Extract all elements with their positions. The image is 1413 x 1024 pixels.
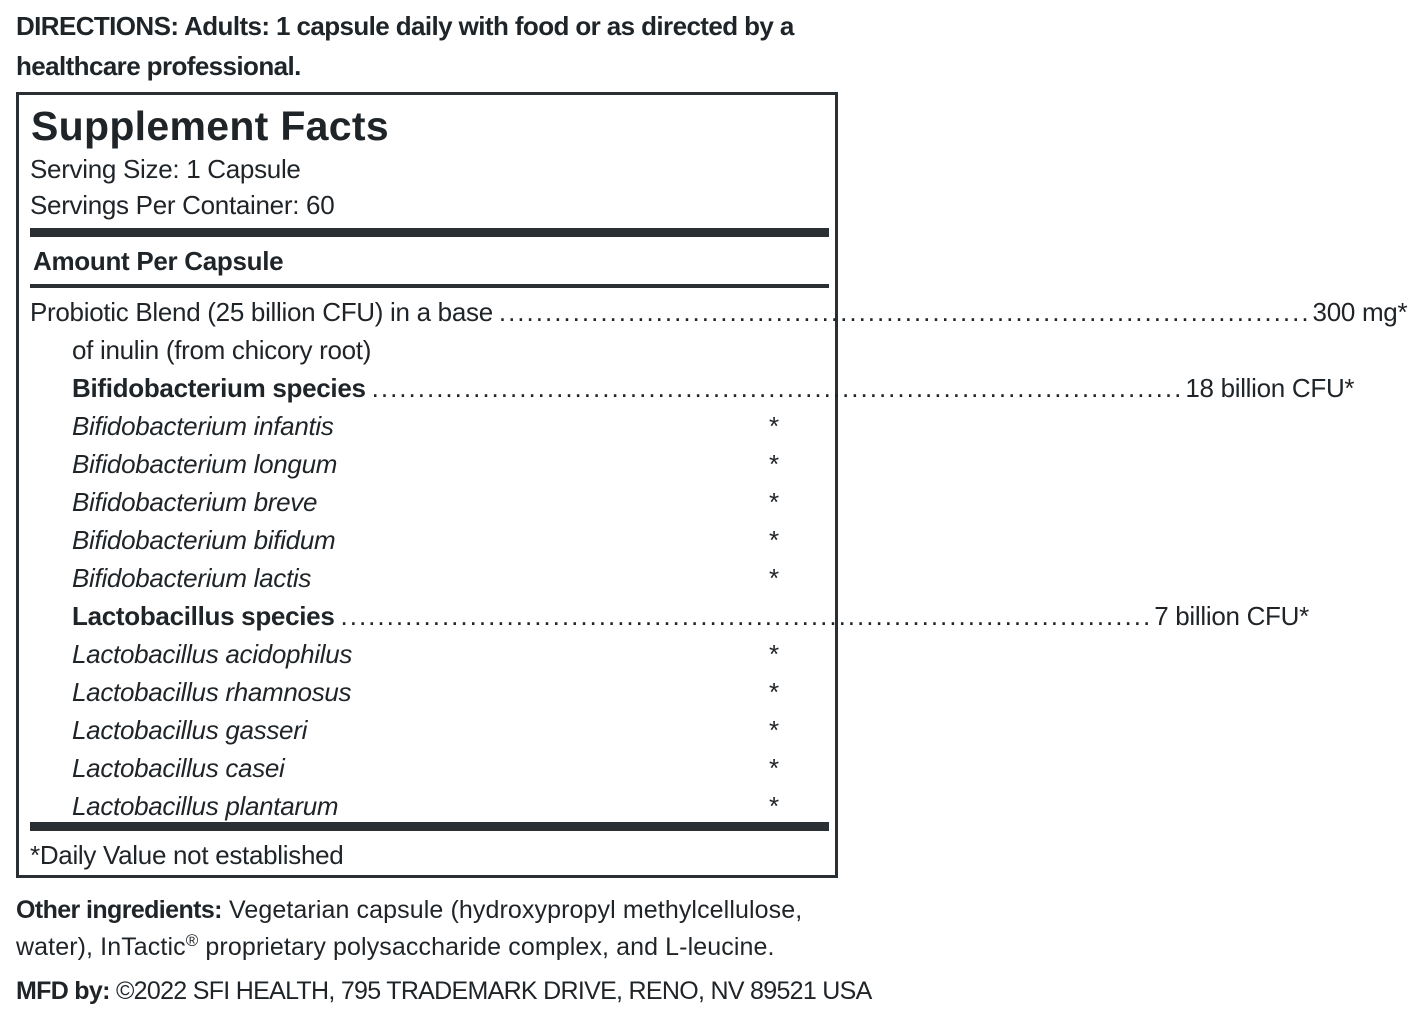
strain-name: Lactobacillus gasseri — [72, 715, 308, 745]
blend-continuation: of inulin (from chicory root) — [72, 335, 372, 365]
registered-mark: ® — [185, 931, 199, 950]
serving-size: Serving Size: 1 Capsule — [30, 154, 301, 184]
manufacturer — [16, 972, 886, 1010]
manufacturer-label: MFD by: — [16, 977, 110, 1005]
other-ingredients-text-a: Vegetarian capsule (hydroxypropyl methylcellulose, water), InTactic — [16, 896, 803, 961]
strain-row — [72, 635, 829, 673]
strain-name: Lactobacillus casei — [72, 753, 285, 783]
strain-name: Bifidobacterium infantis — [72, 411, 334, 441]
strain-star: * — [769, 411, 779, 441]
blend-row — [30, 293, 1408, 331]
directions-label: DIRECTIONS: — [16, 11, 179, 41]
strain-row — [72, 711, 829, 749]
group-star: * — [1299, 601, 1309, 631]
strain-star: * — [769, 639, 779, 669]
strain-name: Bifidobacterium longum — [72, 449, 338, 479]
strain-star: * — [769, 715, 779, 745]
strain-row — [72, 787, 829, 825]
strain-row — [72, 749, 829, 787]
other-ingredients — [16, 892, 886, 966]
group-star: * — [1344, 373, 1355, 403]
strain-row — [72, 521, 829, 559]
group-amount: 7 billion CFU — [1154, 601, 1300, 631]
group-name: Lactobacillus species — [72, 601, 335, 631]
strain-name: Lactobacillus rhamnosus — [72, 677, 352, 707]
servings-per-container: Servings Per Container: 60 — [30, 190, 335, 220]
strain-star: * — [769, 753, 779, 783]
strain-star: * — [769, 677, 779, 707]
directions — [16, 6, 876, 86]
strain-name: Bifidobacterium breve — [72, 487, 318, 517]
strain-row — [72, 483, 829, 521]
strain-star: * — [769, 791, 779, 821]
thin-divider — [30, 284, 829, 288]
strain-star: * — [769, 449, 779, 479]
blend-name: Probiotic Blend (25 billion CFU) in a base — [30, 297, 493, 327]
strain-star: * — [769, 525, 779, 555]
panel-title: Supplement Facts — [31, 103, 389, 149]
strain-row — [72, 445, 829, 483]
thick-divider — [30, 822, 829, 831]
blend-continuation-row — [72, 331, 829, 369]
strain-name: Bifidobacterium lactis — [72, 563, 312, 593]
strain-star: * — [769, 487, 779, 517]
strain-name: Bifidobacterium bifidum — [72, 525, 336, 555]
group-row-bifidobacterium — [72, 369, 1355, 407]
other-ingredients-label: Other ingredients: — [16, 896, 222, 924]
strain-name: Lactobacillus acidophilus — [72, 639, 353, 669]
strain-row — [72, 407, 829, 445]
directions-text: Adults: 1 capsule daily with food or as directed by a healthcare professional. — [16, 11, 794, 81]
amount-header: Amount Per Capsule — [33, 246, 284, 276]
thick-divider — [30, 228, 829, 237]
group-name: Bifidobacterium species — [72, 373, 366, 403]
strain-name: Lactobacillus plantarum — [72, 791, 339, 821]
leader-dots: ........................................................................................ — [340, 601, 1153, 631]
strain-row — [72, 559, 829, 597]
group-row-lactobacillus — [72, 597, 1309, 635]
leader-dots: ........................................................................................ — [371, 373, 1184, 403]
blend-star: * — [1397, 297, 1408, 327]
strain-star: * — [769, 563, 779, 593]
other-ingredients-text-b: proprietary polysaccharide complex, and L-leucine. — [205, 933, 775, 961]
group-amount: 18 billion CFU — [1185, 373, 1345, 403]
footnote: *Daily Value not established — [30, 840, 344, 870]
strain-row — [72, 673, 829, 711]
supplement-facts-panel — [16, 92, 1408, 878]
manufacturer-text: ©2022 SFI HEALTH, 795 TRADEMARK DRIVE, RENO, NV 89521 USA — [115, 977, 872, 1005]
leader-dots: ........................................................................................ — [498, 297, 1311, 327]
blend-amount: 300 mg — [1312, 297, 1398, 327]
